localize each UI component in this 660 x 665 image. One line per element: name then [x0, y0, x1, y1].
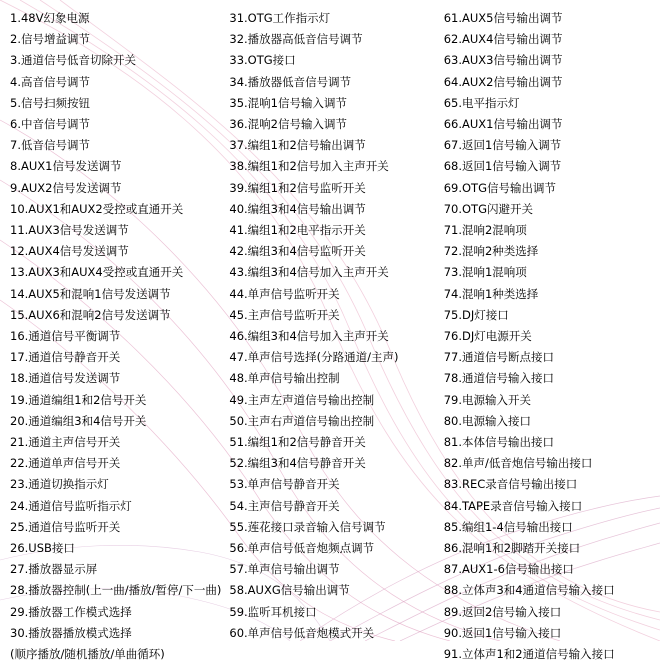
list-item: 50.主声右声道信号输出控制: [229, 413, 375, 428]
list-item: 61.AUX5信号输出调节: [443, 11, 563, 25]
list-item: 9.AUX2信号发送调节: [10, 180, 122, 195]
list-item: 24.通道信号监听指示灯: [10, 498, 132, 513]
list-item: 23.通道切换指示灯: [10, 477, 109, 492]
list-item: 21.通道主声信号开关: [10, 435, 121, 450]
list-item: 16.通道信号平衡调节: [10, 329, 121, 344]
list-item: 3.通道信号低音切除开关: [10, 53, 136, 68]
list-item: 46.编组3和4信号加入主声开关: [229, 329, 389, 344]
column-3-list: [444, 8, 650, 665]
list-item: 77.通道信号断点接口: [443, 350, 554, 365]
list-item: 91.立体声1和2通道信号输入接口: [443, 647, 615, 662]
list-item: 39.编组1和2信号监听开关: [229, 180, 366, 195]
list-item: 32.播放器高低音信号调节: [229, 32, 363, 47]
list-item: 65.电平指示灯: [443, 95, 520, 110]
list-item: 44.单声信号监听开关: [229, 286, 340, 301]
column-1: [6, 8, 225, 662]
list-item: 51.编组1和2信号静音开关: [229, 435, 366, 450]
list-item: 12.AUX4信号发送调节: [10, 244, 129, 259]
list-item: 17.通道信号静音开关: [10, 350, 121, 365]
list-item: 86.混响1和2脚踏开关接口: [443, 541, 581, 556]
list-item: 10.AUX1和AUX2受控或直通开关: [10, 201, 184, 216]
list-item: 63.AUX3信号输出调节: [443, 53, 563, 68]
list-item: 38.编组1和2信号加入主声开关: [229, 159, 389, 174]
list-item: 35.混响1信号输入调节: [229, 95, 347, 110]
list-item: 80.电源输入接口: [443, 413, 531, 428]
list-item: 8.AUX1信号发送调节: [10, 159, 122, 174]
list-item: 22.通道单声信号开关: [10, 456, 121, 471]
list-item: 76.DJ灯电源开关: [443, 329, 532, 344]
column-3: [440, 8, 654, 662]
list-item: 25.通道信号监听开关: [10, 519, 121, 534]
list-item: 2.信号增益调节: [10, 32, 90, 47]
list-item: 69.OTG信号输出调节: [443, 180, 556, 195]
list-item: 82.单声/低音炮信号输出接口: [443, 456, 593, 471]
list-item: 31.OTG工作指示灯: [229, 11, 331, 25]
list-item: 29.播放器工作模式选择: [10, 604, 132, 619]
column-2: [225, 8, 439, 641]
list-item: 27.播放器显示屏: [10, 562, 98, 577]
list-item: 67.返回1信号输入调节: [443, 138, 562, 153]
list-item: 66.AUX1信号输出调节: [443, 117, 563, 132]
list-item: 4.高音信号调节: [10, 74, 90, 89]
list-item: 72.混响2种类选择: [443, 244, 539, 259]
column-1-list: [10, 8, 221, 665]
list-item: 84.TAPE录音信号输入接口: [443, 498, 583, 513]
list-item: 7.低音信号调节: [10, 138, 90, 153]
list-item: 49.主声左声道信号输出控制: [229, 392, 375, 407]
list-item: 70.OTG闪避开关: [443, 201, 533, 216]
list-item: 30.播放器播放模式选择: [10, 625, 132, 640]
list-item: 42.编组3和4信号监听开关: [229, 244, 366, 259]
list-item: 41.编组1和2电平指示开关: [229, 223, 366, 238]
list-item: 87.AUX1-6信号输出接口: [443, 562, 574, 577]
list-item: 34.播放器低音信号调节: [229, 74, 352, 89]
list-item: 59.监听耳机接口: [229, 604, 317, 619]
list-item: 62.AUX4信号输出调节: [443, 32, 563, 47]
list-item: 89.返回2信号输入接口: [443, 604, 562, 619]
list-item: 90.返回1信号输入接口: [443, 625, 562, 640]
list-item: 68.返回1信号输入调节: [443, 159, 562, 174]
list-item: 43.编组3和4信号加入主声开关: [229, 265, 389, 280]
list-item: 36.混响2信号输入调节: [229, 117, 347, 132]
list-item: 54.主声信号静音开关: [229, 498, 340, 513]
list-item: 81.本体信号输出接口: [443, 435, 554, 450]
list-item: 18.通道信号发送调节: [10, 371, 121, 386]
list-item: 1.48V幻象电源: [10, 11, 90, 25]
list-item: 40.编组3和4信号输出调节: [229, 201, 366, 216]
list-item: 37.编组1和2信号输出调节: [229, 138, 366, 153]
list-item: 15.AUX6和混响2信号发送调节: [10, 307, 171, 322]
list-item: 88.立体声3和4通道信号输入接口: [443, 583, 615, 598]
column-2-list: [229, 8, 435, 644]
list-item: 47.单声信号选择(分路通道/主声): [229, 350, 399, 365]
list-item: 74.混响1种类选择: [443, 286, 539, 301]
list-item: 73.混响1混响项: [443, 265, 527, 280]
list-item: 11.AUX3信号发送调节: [10, 223, 129, 238]
list-item: 75.DJ灯接口: [443, 307, 509, 322]
list-item: 60.单声信号低音炮模式开关: [229, 625, 375, 640]
list-item: 48.单声信号输出控制: [229, 371, 340, 386]
list-item-continuation: (顺序播放/随机播放/单曲循环): [10, 647, 165, 662]
list-item: 20.通道编组3和4信号开关: [10, 413, 147, 428]
list-item: 78.通道信号输入接口: [443, 371, 554, 386]
list-item: 85.编组1-4信号输出接口: [443, 519, 573, 534]
list-item: 33.OTG接口: [229, 53, 296, 68]
list-item: 53.单声信号静音开关: [229, 477, 340, 492]
list-item: 26.USB接口: [10, 541, 75, 556]
list-item: 79.电源输入开关: [443, 392, 531, 407]
list-item: 55.莲花接口录音输入信号调节: [229, 519, 386, 534]
list-item: 13.AUX3和AUX4受控或直通开关: [10, 265, 184, 280]
list-item: 28.播放器控制(上一曲/播放/暂停/下一曲): [10, 583, 222, 598]
list-item: 83.REC录音信号输出接口: [443, 477, 578, 492]
list-item: 52.编组3和4信号静音开关: [229, 456, 366, 471]
list-item: 5.信号扫频按钮: [10, 95, 90, 110]
list-item: 56.单声信号低音炮频点调节: [229, 541, 375, 556]
list-item: 58.AUXG信号输出调节: [229, 583, 350, 598]
list-item: 6.中音信号调节: [10, 117, 90, 132]
list-item: 71.混响2混响项: [443, 223, 527, 238]
list-item: 14.AUX5和混响1信号发送调节: [10, 286, 171, 301]
list-item: 64.AUX2信号输出调节: [443, 74, 563, 89]
list-item: 45.主声信号监听开关: [229, 307, 340, 322]
list-item: 57.单声信号输出调节: [229, 562, 340, 577]
list-item: 19.通道编组1和2信号开关: [10, 392, 147, 407]
